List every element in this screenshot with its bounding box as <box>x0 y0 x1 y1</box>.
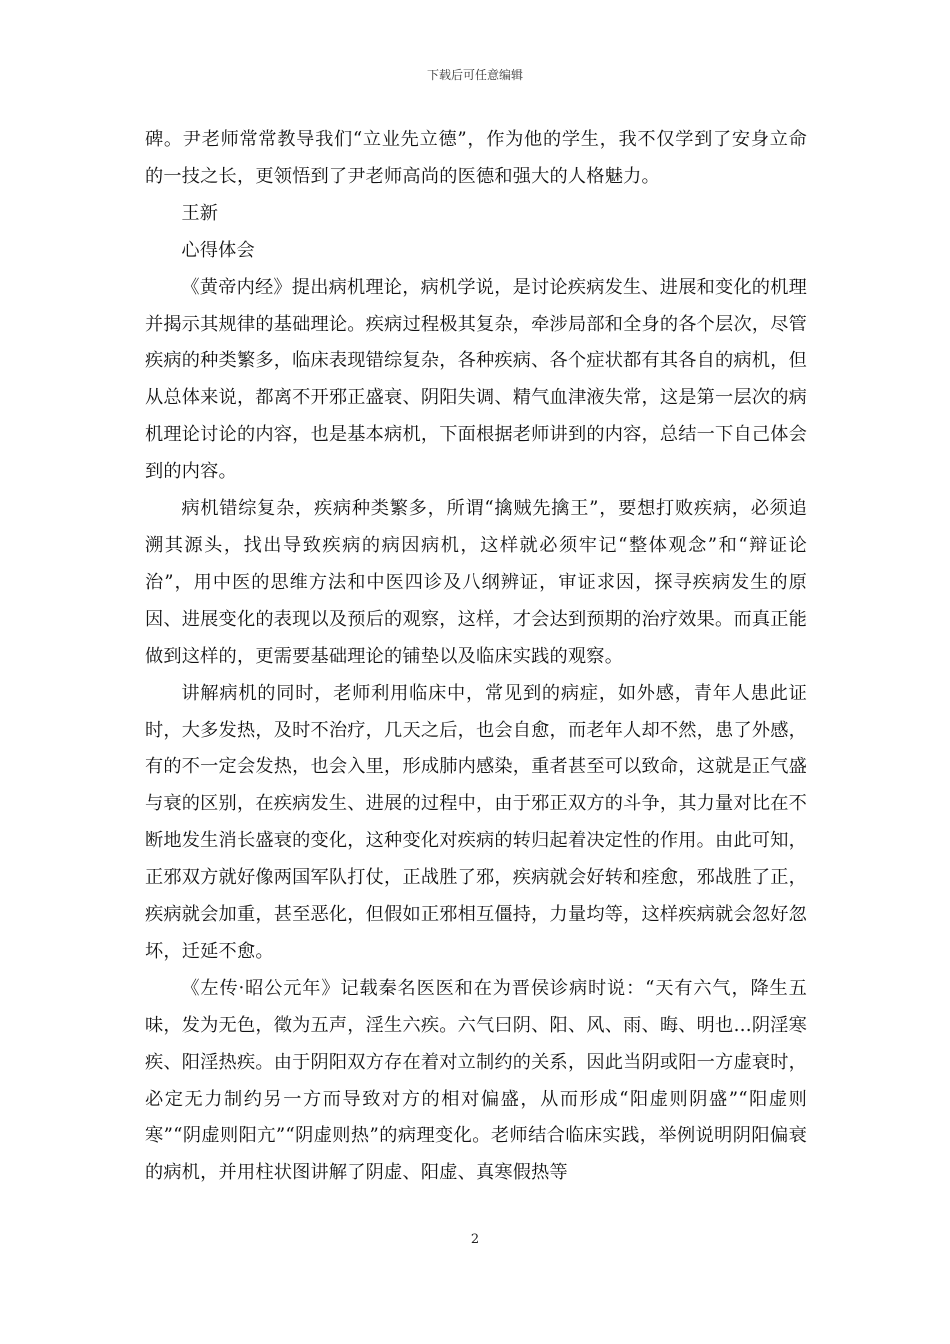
author-name: 王新 <box>181 202 219 224</box>
paragraph-2: 《黄帝内经》提出病机理论，病机学说，是讨论疾病发生、进展和变化的机理并揭示其规律的基础理论。疾病过程极其复杂，牵涉局部和全身的各个层次，尽管疾病的种类繁多，临床表现错综复杂，各种疾病、各个症状都有其各自的病机，但从总体来说，都离不开邪正盛衰、阴阳失调、精气血津液失常，这是第一层次的病机理论讨论的内容，也是基本病机，下面根据老师讲到的内容，总结一下自己体会到的内容。 <box>145 276 807 483</box>
paragraph-4: 讲解病机的同时，老师利用临床中，常见到的病症，如外感，青年人患此证时，大多发热，及时不治疗，几天之后，也会自愈，而老年人却不然，患了外感，有的不一定会发热，也会入里，形成肺内感染，重者甚至可以致命，这就是正气盛与衰的区别，在疾病发生、进展的过程中，由于邪正双方的斗争，其力量对比在不断地发生消长盛衰的变化，这种变化对疾病的转归起着决定性的作用。由此可知，正邪双方就好像两国军队打仗，正战胜了邪，疾病就会好转和痊愈，邪战胜了正，疾病就会加重，甚至恶化，但假如正邪相互僵持，力量均等，这样疾病就会忽好忽坏，迁延不愈。 <box>145 682 807 962</box>
paragraph-1: 碑。尹老师常常教导我们“立业先立德”，作为他的学生，我不仅学到了安身立命的一技之长，更领悟到了尹老师高尚的医德和强大的人格魅力。 <box>145 129 808 187</box>
paragraph-3: 病机错综复杂，疾病种类繁多，所谓“擒贼先擒王”，要想打败疾病，必须追溯其源头，找出导致疾病的病因病机，这样就必须牢记“整体观念”和“辩证论治”，用中医的思维方法和中医四诊及八纲辨证，审证求因，探寻疾病发生的原因、进展变化的表现以及预后的观察，这样，才会达到预期的治疗效果。而真正能做到这样的，更需要基础理论的铺垫以及临床实践的观察。 <box>145 498 807 667</box>
document-body <box>145 122 807 1192</box>
header-note: 下载后可任意编辑 <box>426 68 523 82</box>
section-title: 心得体会 <box>181 239 255 261</box>
page-number: 2 <box>470 1232 480 1247</box>
paragraph-5: 《左传·昭公元年》记载秦名医医和在为晋侯诊病时说：“天有六气，降生五味，发为无色，徵为五声，淫生六疾。六气曰阴、阳、风、雨、晦、明也…阴淫寒疾、阳淫热疾。由于阴阳双方存在着对立制约的关系，因此当阴或阳一方虚衰时，必定无力制约另一方而导致对方的相对偏盛，从而形成“阳虚则阴盛”“阳虚则寒”“阴虚则阳亢”“阴虚则热”的病理变化。老师结合临床实践，举例说明阴阳偏衰的病机，并用柱状图讲解了阴虚、阳虚、真寒假热等 <box>145 977 807 1184</box>
